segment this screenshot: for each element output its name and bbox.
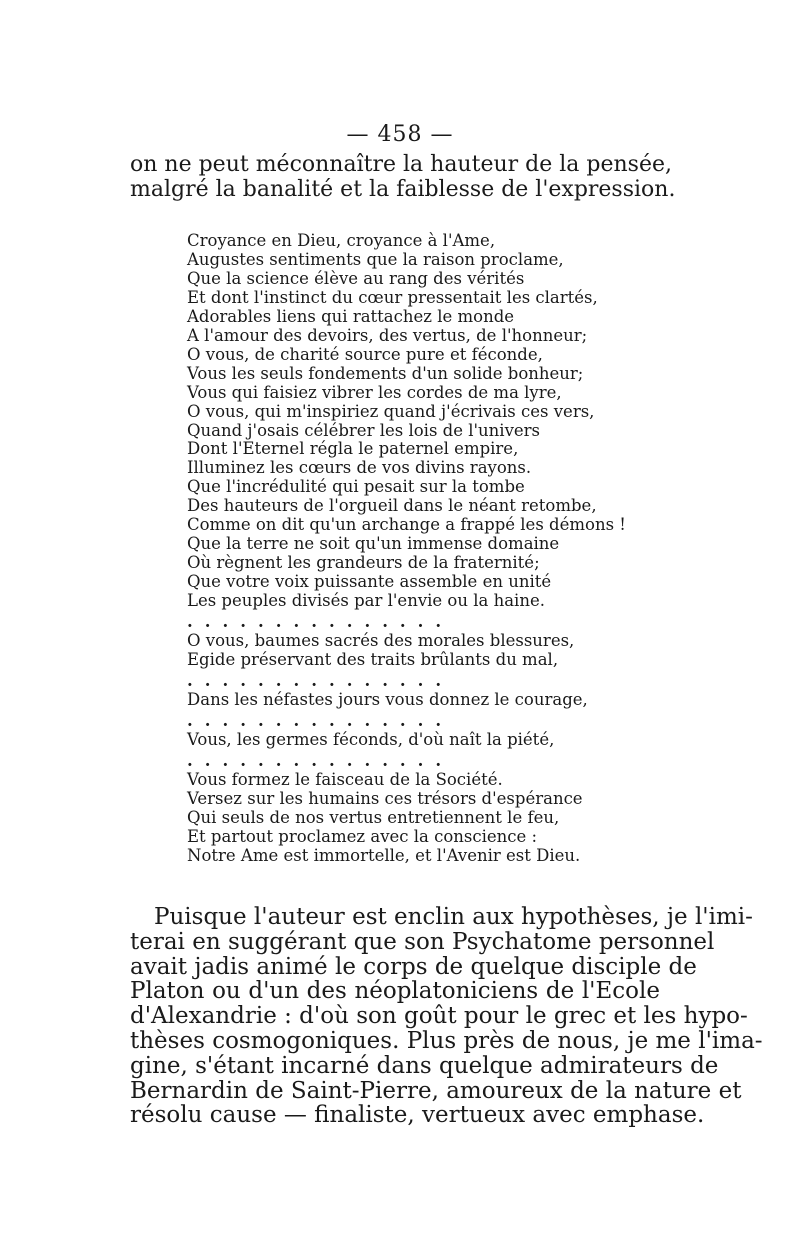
text-line: on ne peut méconnaître la hauteur de la pensée, bbox=[130, 152, 672, 177]
page-number: — 458 — bbox=[346, 122, 454, 147]
quoted-poem bbox=[187, 232, 627, 866]
ellipsis-line: ............... bbox=[187, 750, 454, 770]
poem-verse: Quand j'osais célébrer les lois de l'univers bbox=[187, 420, 541, 440]
text-line: Puisque l'auteur est enclin aux hypothèses, je l'imi- bbox=[154, 904, 753, 930]
text-line: gine, s'étant incarné dans quelque admirateurs de bbox=[130, 1052, 719, 1079]
text-line: malgré la banalité et la faiblesse de l'expression. bbox=[130, 177, 676, 202]
poem-verse: Vous qui faisiez vibrer les cordes de ma lyre, bbox=[187, 382, 562, 402]
poem-verse: Que votre voix puissante assemble en unité bbox=[187, 572, 552, 592]
prose-paragraph-bottom bbox=[130, 904, 763, 1129]
text-line: avait jadis animé le corps de quelque disciple de bbox=[130, 953, 697, 980]
poem-verse: O vous, baumes sacrés des morales blessures, bbox=[187, 631, 575, 651]
text-line: Bernardin de Saint-Pierre, amoureux de la nature et bbox=[130, 1077, 742, 1104]
poem-verse: Vous, les germes féconds, d'où naît la piété, bbox=[187, 729, 555, 749]
poem-verse: Dans les néfastes jours vous donnez le courage, bbox=[187, 689, 588, 709]
poem-verse: Que la science élève au rang des vérités bbox=[187, 268, 525, 288]
poem-verse: Que l'incrédulité qui pesait sur la tombe bbox=[187, 477, 525, 497]
text-line: thèses cosmogoniques. Plus près de nous, je me l'ima- bbox=[130, 1027, 763, 1054]
ellipsis-line: ............... bbox=[187, 710, 454, 730]
text-line: terai en suggérant que son Psychatome personnel bbox=[130, 928, 715, 955]
poem-verse: Illuminez les cœurs de vos divins rayons. bbox=[187, 458, 532, 478]
poem-verse: O vous, qui m'inspiriez quand j'écrivais ces vers, bbox=[187, 401, 595, 421]
poem-verse: Des hauteurs de l'orgueil dans le néant retombe, bbox=[187, 496, 597, 516]
poem-verse: Vous formez le faisceau de la Société. bbox=[187, 769, 503, 789]
poem-verse: Dont l'Eternel régla le paternel empire, bbox=[187, 439, 519, 459]
poem-verse: Les peuples divisés par l'envie ou la haine. bbox=[187, 591, 545, 611]
poem-verse: Comme on dit qu'un archange a frappé les démons ! bbox=[187, 515, 626, 535]
poem-verse: Croyance en Dieu, croyance à l'Ame, bbox=[187, 231, 496, 250]
text-line: Platon ou d'un des néoplatoniciens de l'Ecole bbox=[130, 978, 660, 1005]
poem-verse: O vous, de charité source pure et féconde, bbox=[187, 344, 543, 364]
poem-verse: Que la terre ne soit qu'un immense domaine bbox=[187, 534, 560, 554]
poem-verse: Adorables liens qui rattachez le monde bbox=[187, 306, 515, 326]
text-line: d'Alexandrie : d'où son goût pour le grec et les hypo- bbox=[130, 1003, 748, 1030]
poem-verse: Versez sur les humains ces trésors d'espérance bbox=[187, 788, 583, 808]
poem-verse: Où règnent les grandeurs de la fraternité; bbox=[187, 553, 540, 573]
prose-paragraph-top bbox=[130, 152, 676, 202]
ellipsis-line: ............... bbox=[187, 670, 454, 690]
poem-verse: Et partout proclamez avec la conscience : bbox=[187, 826, 538, 846]
text-line: résolu cause — finaliste, vertueux avec emphase. bbox=[130, 1102, 705, 1129]
poem-verse: Notre Ame est immortelle, et l'Avenir est Dieu. bbox=[187, 845, 581, 865]
poem-verse: Egide préservant des traits brûlants du mal, bbox=[187, 650, 559, 670]
poem-verse: A l'amour des devoirs, des vertus, de l'honneur; bbox=[187, 325, 588, 345]
poem-verse: Vous les seuls fondements d'un solide bonheur; bbox=[187, 363, 584, 383]
poem-verse: Augustes sentiments que la raison proclame, bbox=[187, 249, 564, 269]
poem-verse: Qui seuls de nos vertus entretiennent le feu, bbox=[187, 807, 560, 827]
ellipsis-line: ............... bbox=[187, 612, 454, 632]
poem-verse: Et dont l'instinct du cœur pressentait les clartés, bbox=[187, 287, 598, 307]
